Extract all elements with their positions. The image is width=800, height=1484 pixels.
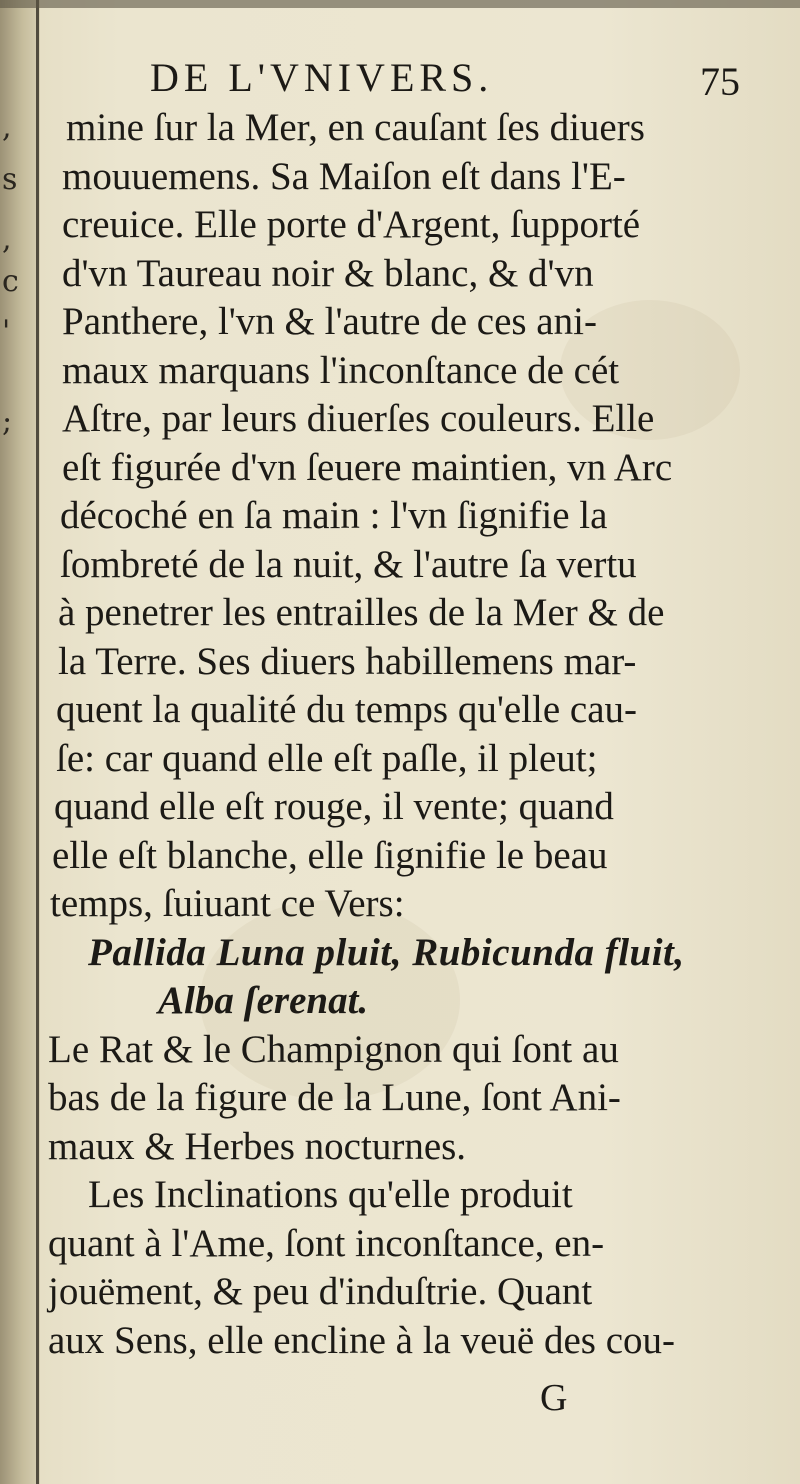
- text-line: jouëment, & peu d'induſtrie. Quant: [48, 1270, 593, 1313]
- text-line: eſt figurée d'vn ſeuere maintien, vn Arc: [62, 445, 673, 489]
- page-header: [150, 54, 740, 104]
- text-line: quant à l'Ame, ſont inconſtance, en-: [48, 1221, 605, 1265]
- text-line: Aſtre, par leurs diuerſes couleurs. Elle: [62, 397, 655, 440]
- latin-verse-line: Alba ſerenat.: [158, 979, 369, 1022]
- catchword: G: [540, 1377, 568, 1419]
- text-line: maux & Herbes nocturnes.: [48, 1124, 467, 1168]
- bleed-through-mark: ,: [2, 222, 12, 257]
- bleed-through-mark: c: [2, 264, 19, 299]
- text-line: à penetrer les entrailles de la Mer & de: [58, 591, 665, 634]
- bleed-through-mark: ': [2, 314, 11, 349]
- text-line: temps, ſuiuant ce Vers:: [50, 882, 405, 925]
- text-line: elle eſt blanche, elle ſignifie le beau: [52, 833, 608, 877]
- text-line: aux Sens, elle encline à la veuë des cou-: [48, 1318, 675, 1362]
- page-text: [48, 104, 738, 1365]
- text-line: décoché en ſa main : l'vn ſignifie la: [60, 494, 608, 537]
- page-number: 75: [700, 59, 740, 104]
- text-line: quent la qualité du temps qu'elle cau-: [56, 688, 638, 731]
- text-line: creuice. Elle porte d'Argent, ſupporté: [62, 203, 641, 246]
- text-line: maux marquans l'inconſtance de cét: [62, 348, 620, 392]
- latin-verse-line: Pallida Luna pluit, Rubicunda fluit,: [88, 930, 685, 974]
- bleed-through-mark: s: [2, 162, 18, 197]
- bleed-through-mark: ,: [2, 110, 12, 145]
- text-line: Les Inclinations qu'elle produit: [88, 1173, 573, 1216]
- text-line: quand elle eſt rouge, il vente; quand: [54, 785, 614, 828]
- bleed-through-mark: ;: [2, 404, 13, 439]
- running-head: DE L'VNIVERS.: [150, 55, 494, 100]
- text-line: mouuemens. Sa Maiſon eſt dans l'E-: [62, 154, 626, 198]
- text-line: ſe: car quand elle eſt paſle, il pleut;: [56, 736, 598, 780]
- text-line: Le Rat & le Champignon qui ſont au: [48, 1027, 619, 1071]
- text-line: d'vn Taureau noir & blanc, & d'vn: [62, 251, 594, 295]
- gutter-fold-line: [36, 0, 39, 1484]
- page-top-edge: [0, 0, 800, 8]
- text-line: la Terre. Ses diuers habillemens mar-: [58, 639, 637, 683]
- text-line: bas de la figure de la Lune, ſont Ani-: [48, 1076, 621, 1119]
- text-line: mine ſur la Mer, en cauſant ſes diuers: [66, 106, 645, 149]
- text-line: ſombreté de la nuit, & l'autre ſa vertu: [60, 542, 637, 586]
- text-line: Panthere, l'vn & l'autre de ces ani-: [62, 300, 597, 343]
